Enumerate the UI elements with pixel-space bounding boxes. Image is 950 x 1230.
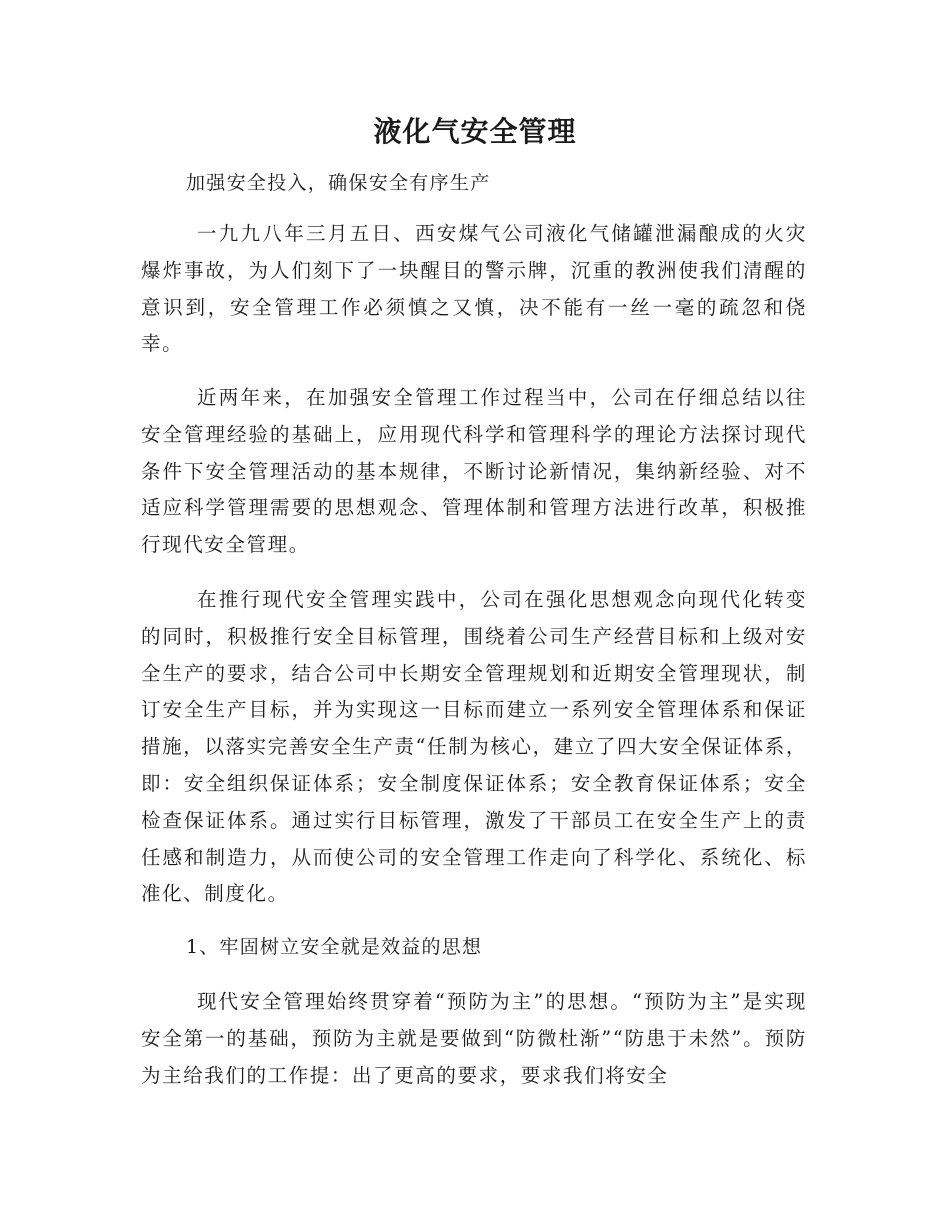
document-title: 液化气安全管理 bbox=[373, 115, 577, 148]
paragraph-3: 在推行现代安全管理实践中，公司在强化思想观念向现代化转变的同时，积极推行安全目标管理，围绕着公司生产经营目标和上级对安全生产的要求，结合公司中长期安全管理规划和近期安全管理现状，制订安全生产目标，并为实现这一目标而建立一系列安全管理体系和保证措施，以落实完善安全生产责“任制为核心，建立了四大安全保证体系，即：安全组织保证体系；安全制度保证体系；安全教育保证体系；安全检查保证体系。通过实行目标管理，激发了干部员工在安全生产上的责任感和制造力，从而使公司的安全管理工作走向了科学化、系统化、标准化、制度化。 bbox=[141, 588, 807, 906]
paragraph-4: 现代安全管理始终贯穿着“预防为主”的思想。“预防为主”是实现安全第一的基础，预防为主就是要做到“防微杜渐”“防患于未然”。预防为主给我们的工作提：出了更高的要求，要求我们将安全 bbox=[141, 990, 807, 1087]
paragraph-1: 一九九八年三月五日、西安煤气公司液化气储罐泄漏酿成的火灾爆炸事故，为人们刻下了一块醒目的警示牌，沉重的教洲使我们清醒的意识到，安全管理工作必须慎之又慎，决不能有一丝一毫的疏忽和侥幸。 bbox=[141, 222, 807, 356]
paragraph-2: 近两年来，在加强安全管理工作过程当中，公司在仔细总结以往安全管理经验的基础上，应用现代科学和管理科学的理论方法探讨现代条件下安全管理活动的基本规律，不断讨论新情况，集纳新经验、对不适应科学管理需要的思想观念、管理体制和管理方法进行改革，积极推行现代安全管理。 bbox=[141, 386, 807, 557]
section-heading: 1、牢固树立安全就是效益的思想 bbox=[186, 936, 483, 958]
document-subtitle: 加强安全投入，确保安全有序生产 bbox=[186, 172, 491, 194]
